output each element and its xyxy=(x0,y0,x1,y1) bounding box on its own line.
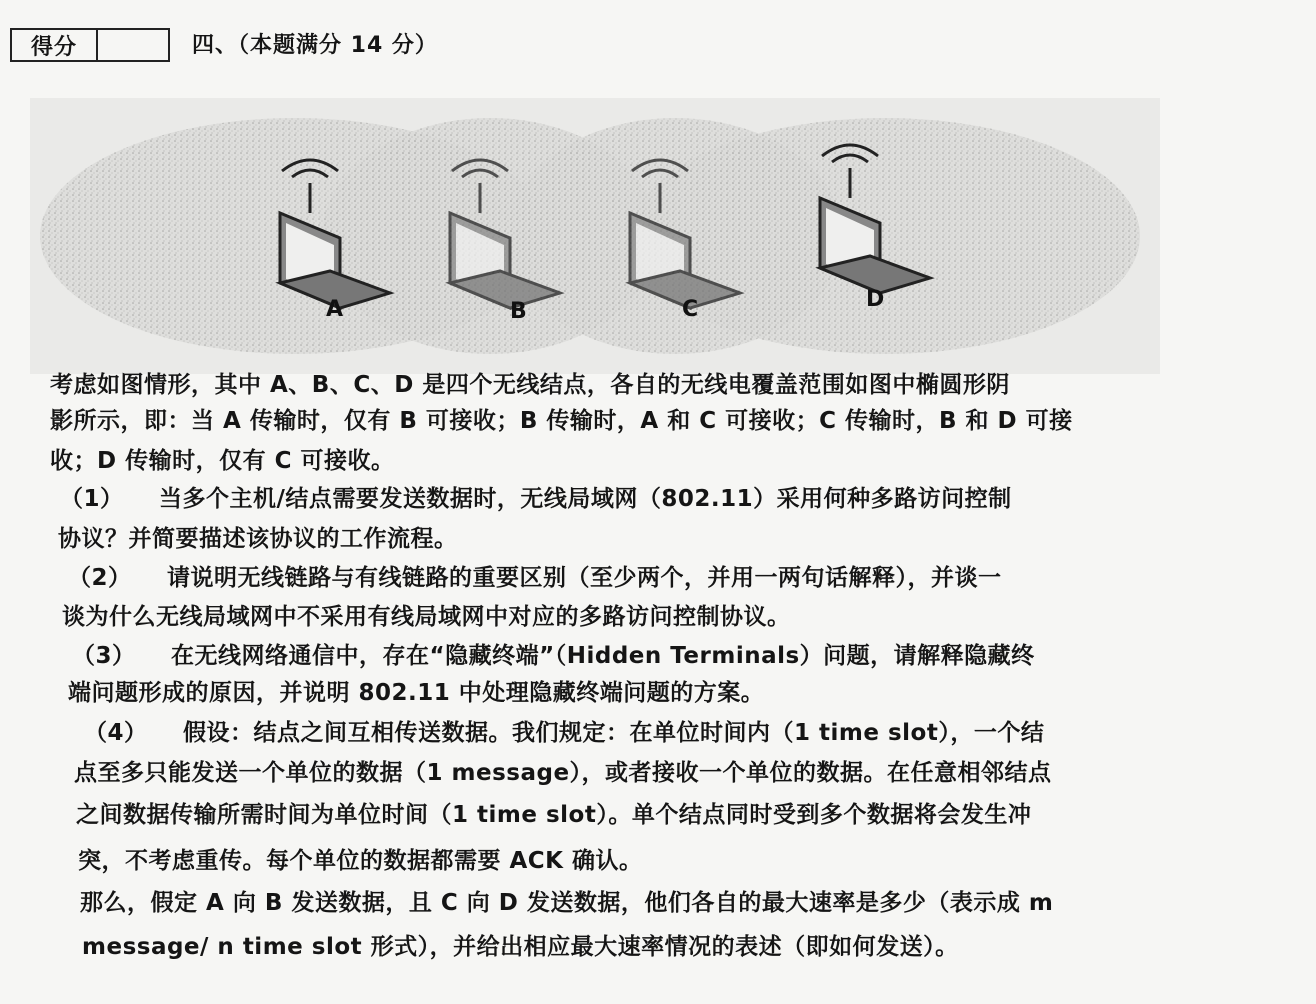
node-label-c: C xyxy=(682,297,699,322)
coverage-ellipse-d xyxy=(630,118,1140,354)
q1-line-2: 协议？并简要描述该协议的工作流程。 xyxy=(58,526,458,552)
q2-line-2: 谈为什么无线局域网中不采用有线局域网中对应的多路访问控制协议。 xyxy=(62,604,791,630)
q1-line-1: （1） 当多个主机/结点需要发送数据时，无线局域网（802.11）采用何种多路访问控制 xyxy=(60,486,1012,512)
q3-line-1: （3） 在无线网络通信中，存在“隐藏终端”（Hidden Terminals）问题，请解释隐藏终 xyxy=(72,643,1035,669)
node-label-a: A xyxy=(326,297,344,322)
coverage-diagram xyxy=(30,98,1160,374)
q4-line-5: 那么，假定 A 向 B 发送数据，且 C 向 D 发送数据，他们各自的最大速率是多少（表示成 m xyxy=(80,890,1054,916)
q4-line-4: 突，不考虑重传。每个单位的数据都需要 ACK 确认。 xyxy=(78,848,643,874)
q4-line-6: message/ n time slot 形式），并给出相应最大速率情况的表述（即如何发送）。 xyxy=(82,934,959,960)
q4-line-3: 之间数据传输所需时间为单位时间（1 time slot）。单个结点同时受到多个数据将会发生冲 xyxy=(76,802,1032,828)
intro-line-3: 收；D 传输时，仅有 C 可接收。 xyxy=(50,448,395,474)
intro-line-2: 影所示，即：当 A 传输时，仅有 B 可接收；B 传输时，A 和 C 可接收；C 传输时，B 和 D 可接 xyxy=(50,408,1073,434)
q4-line-2: 点至多只能发送一个单位的数据（1 message），或者接收一个单位的数据。在任意相邻结点 xyxy=(74,760,1052,786)
score-value xyxy=(98,30,168,60)
score-label: 得分 xyxy=(12,30,98,60)
q3-line-2: 端问题形成的原因，并说明 802.11 中处理隐藏终端问题的方案。 xyxy=(68,680,765,706)
score-box xyxy=(10,28,170,62)
wireless-coverage-figure xyxy=(30,98,1160,374)
section-title: 四、（本题满分 14 分） xyxy=(192,33,438,58)
node-label-d: D xyxy=(866,287,885,312)
node-label-b: B xyxy=(510,299,527,324)
intro-line-1: 考虑如图情形，其中 A、B、C、D 是四个无线结点，各自的无线电覆盖范围如图中椭圆形阴 xyxy=(50,372,1010,398)
q4-line-1: （4） 假设：结点之间互相传送数据。我们规定：在单位时间内（1 time slot），一个结 xyxy=(84,720,1045,746)
q2-line-1: （2） 请说明无线链路与有线链路的重要区别（至少两个，并用一两句话解释），并谈一 xyxy=(68,565,1002,591)
